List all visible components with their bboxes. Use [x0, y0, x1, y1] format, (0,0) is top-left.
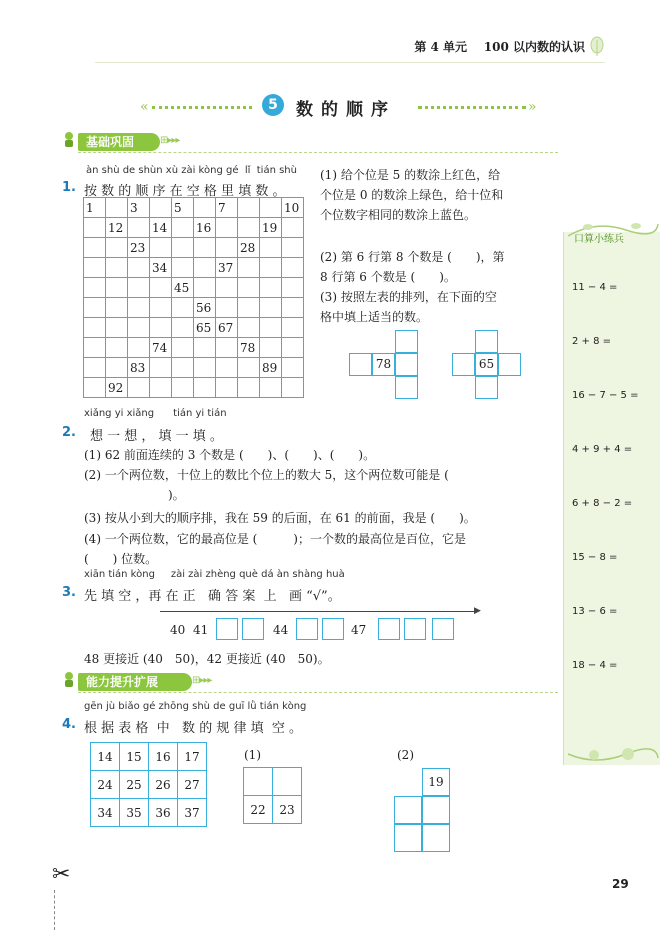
cross1-box-top[interactable]	[395, 330, 418, 353]
hundred-chart-given-cell: 83	[128, 358, 150, 378]
mental-math-item: 13 − 6 =	[572, 606, 618, 617]
hundred-chart-given-cell: 67	[216, 318, 238, 338]
mental-math-item: 4 + 9 + 4 =	[572, 444, 633, 455]
hundred-chart-blank-cell[interactable]	[238, 318, 260, 338]
hundred-chart-blank-cell[interactable]	[106, 318, 128, 338]
hundred-chart-blank-cell[interactable]	[216, 238, 238, 258]
hundred-chart-blank-cell[interactable]	[238, 358, 260, 378]
q2-line1: (1) 62 前面连续的 3 个数是 ( )、( )、( )。	[84, 448, 376, 462]
q4-part2-blank[interactable]	[394, 796, 422, 824]
hundred-chart-blank-cell[interactable]	[216, 338, 238, 358]
pattern-table-cell: 15	[120, 743, 149, 771]
number-line-axis	[160, 611, 478, 612]
hundred-chart-blank-cell[interactable]	[150, 358, 172, 378]
pattern-table-cell: 17	[178, 743, 207, 771]
hundred-chart-blank-cell[interactable]	[194, 378, 216, 398]
number-line-blank-45[interactable]	[296, 618, 318, 640]
q1-sub3-line2: 格中填上适当的数。	[320, 310, 429, 324]
hundred-chart-blank-cell[interactable]	[128, 298, 150, 318]
hundred-chart-blank-cell[interactable]	[260, 198, 282, 218]
hundred-chart-blank-cell[interactable]	[150, 318, 172, 338]
pattern-table-cell: 34	[91, 799, 120, 827]
pattern-table-cell: 37	[178, 799, 207, 827]
q4-part2-given: 19	[422, 768, 450, 796]
hundred-chart-blank-cell[interactable]	[84, 218, 106, 238]
hundred-chart-given-cell: 5	[172, 198, 194, 218]
mental-math-item: 16 − 7 − 5 =	[572, 390, 639, 401]
pattern-table-cell: 26	[149, 771, 178, 799]
q3-pinyin: xiān tián kòng zài zài zhèng què dá àn shàng huà	[84, 569, 345, 580]
cross2-box-bottom[interactable]	[475, 376, 498, 399]
number-line-blank-50[interactable]	[432, 618, 454, 640]
hundred-chart-row	[84, 258, 304, 278]
hundred-chart-blank-cell[interactable]	[260, 378, 282, 398]
mental-math-item: 15 − 8 =	[572, 552, 618, 563]
hundred-chart-given-cell: 12	[106, 218, 128, 238]
hundred-chart-blank-cell[interactable]	[282, 278, 304, 298]
hundred-chart-blank-cell[interactable]	[282, 218, 304, 238]
hundred-chart-blank-cell[interactable]	[84, 318, 106, 338]
hundred-chart-given-cell: 92	[106, 378, 128, 398]
hundred-chart-row	[84, 218, 304, 238]
hundred-chart-blank-cell[interactable]	[216, 298, 238, 318]
hundred-chart-blank-cell[interactable]	[150, 238, 172, 258]
hundred-chart-blank-cell[interactable]	[106, 298, 128, 318]
q2-text: 想 一 想 ， 填 一 填 。	[90, 429, 223, 444]
hundred-chart-blank-cell[interactable]	[106, 258, 128, 278]
hundred-chart-blank-cell[interactable]	[172, 238, 194, 258]
banner-arrows-icon: ⊞▸▸▸	[160, 135, 180, 146]
unit-label: 第 4 单元	[414, 40, 468, 54]
q3-number: 3.	[62, 585, 76, 600]
hundred-chart-row	[84, 278, 304, 298]
hundred-chart-blank-cell[interactable]	[84, 298, 106, 318]
hundred-chart-blank-cell[interactable]	[106, 198, 128, 218]
hundred-chart-given-cell: 65	[194, 318, 216, 338]
q2-line6: ( ) 位数。	[84, 552, 158, 566]
lesson-number-badge: 5	[262, 94, 284, 116]
pattern-table-cell: 16	[149, 743, 178, 771]
hundred-chart-blank-cell[interactable]	[260, 278, 282, 298]
hundred-chart-given-cell: 56	[194, 298, 216, 318]
hundred-chart-blank-cell[interactable]	[106, 238, 128, 258]
mental-math-item: 6 + 8 − 2 =	[572, 498, 633, 509]
hundred-chart-blank-cell[interactable]	[172, 358, 194, 378]
mental-math-item: 18 − 4 =	[572, 660, 618, 671]
hundred-chart-given-cell: 45	[172, 278, 194, 298]
pattern-table-cell: 25	[120, 771, 149, 799]
hundred-chart-blank-cell[interactable]	[282, 358, 304, 378]
lesson-title: 数的顺序	[296, 100, 396, 120]
q4-part1-blank[interactable]	[273, 768, 302, 796]
number-line-label-40: 40	[170, 623, 186, 637]
q4-part2-blank[interactable]	[422, 796, 450, 824]
q4-part1-given: 23	[273, 796, 302, 824]
hundred-chart-given-cell: 10	[282, 198, 304, 218]
hundred-chart-given-cell: 3	[128, 198, 150, 218]
hundred-chart-given-cell: 16	[194, 218, 216, 238]
q4-number: 4.	[62, 717, 76, 732]
q4-pinyin: gēn jù biǎo gé zhōng shù de guī lǜ tián kòng	[84, 701, 307, 712]
hundred-chart-blank-cell[interactable]	[128, 318, 150, 338]
section-banner-advanced: 能力提升扩展	[78, 673, 192, 691]
mascot-icon	[62, 131, 76, 149]
hundred-chart	[83, 197, 304, 398]
cross1-box-bottom[interactable]	[395, 376, 418, 399]
hundred-chart-given-cell: 1	[84, 198, 106, 218]
hundred-chart-blank-cell[interactable]	[128, 378, 150, 398]
hundred-chart-blank-cell[interactable]	[260, 298, 282, 318]
hundred-chart-blank-cell[interactable]	[282, 298, 304, 318]
hundred-chart-blank-cell[interactable]	[216, 218, 238, 238]
q1-sub1-line2: 个位是 0 的数涂上绿色，给十位和	[320, 188, 504, 202]
hundred-chart-blank-cell[interactable]	[172, 378, 194, 398]
hundred-chart-blank-cell[interactable]	[260, 238, 282, 258]
q2-pinyin: xiǎng yi xiǎng tián yi tián	[84, 408, 227, 419]
unit-header	[0, 38, 585, 55]
hundred-chart-blank-cell[interactable]	[282, 338, 304, 358]
cut-line	[54, 890, 55, 930]
hundred-chart-blank-cell[interactable]	[216, 278, 238, 298]
mental-math-item: 11 − 4 =	[572, 282, 618, 293]
hundred-chart-blank-cell[interactable]	[194, 198, 216, 218]
hundred-chart-blank-cell[interactable]	[216, 358, 238, 378]
section-banner-basic: 基础巩固	[78, 133, 160, 151]
mental-math-item: 2 + 8 =	[572, 336, 612, 347]
q4-part2-blank[interactable]	[394, 824, 422, 852]
number-line-label-41: 41	[193, 623, 209, 637]
mascot-icon	[62, 671, 76, 689]
hundred-chart-given-cell: 14	[150, 218, 172, 238]
hundred-chart-given-cell: 28	[238, 238, 260, 258]
side-panel-title: 口算小练兵	[574, 234, 624, 245]
hundred-chart-blank-cell[interactable]	[84, 238, 106, 258]
unit-topic: 100 以内数的认识	[483, 40, 585, 54]
pattern-table-cell: 24	[91, 771, 120, 799]
hundred-chart-blank-cell[interactable]	[282, 258, 304, 278]
hundred-chart-blank-cell[interactable]	[150, 278, 172, 298]
number-line-blank-49[interactable]	[404, 618, 426, 640]
hundred-chart-blank-cell[interactable]	[194, 278, 216, 298]
q4-part1-blank[interactable]	[244, 768, 273, 796]
q4-text: 根 据 表 格 中 数 的 规 律 填 空 。	[84, 721, 302, 736]
cross1-box-given: 78	[372, 353, 395, 376]
hundred-chart-blank-cell[interactable]	[172, 258, 194, 278]
q1-sub1-line1: (1) 给个位是 5 的数涂上红色，给	[320, 168, 501, 182]
hundred-chart-blank-cell[interactable]	[106, 338, 128, 358]
title-left-chevron-icon: «	[140, 99, 149, 115]
hundred-chart-blank-cell[interactable]	[238, 198, 260, 218]
q4-part1-grid	[243, 767, 302, 824]
vine-decoration-icon	[566, 742, 660, 768]
hundred-chart-blank-cell[interactable]	[194, 338, 216, 358]
hundred-chart-blank-cell[interactable]	[128, 218, 150, 238]
banner-underline	[78, 692, 558, 693]
scissors-icon: ✂	[52, 862, 71, 887]
q1-sub2-line1: (2) 第 6 行第 8 个数是 ( )，第	[320, 250, 505, 264]
leaf-icon	[588, 36, 606, 58]
hundred-chart-row	[84, 198, 304, 218]
hundred-chart-blank-cell[interactable]	[172, 218, 194, 238]
hundred-chart-blank-cell[interactable]	[172, 298, 194, 318]
hundred-chart-blank-cell[interactable]	[84, 338, 106, 358]
hundred-chart-blank-cell[interactable]	[194, 258, 216, 278]
hundred-chart-blank-cell[interactable]	[238, 298, 260, 318]
number-line-arrow-icon: ▶	[474, 606, 481, 616]
pattern-table	[90, 742, 207, 827]
hundred-chart-blank-cell[interactable]	[84, 258, 106, 278]
q4-part1-given: 22	[244, 796, 273, 824]
hundred-chart-blank-cell[interactable]	[260, 258, 282, 278]
cross2-box-top[interactable]	[475, 330, 498, 353]
cross1-box-right[interactable]	[395, 353, 418, 376]
hundred-chart-row	[84, 298, 304, 318]
hundred-chart-blank-cell[interactable]	[172, 318, 194, 338]
q2-line5: (4) 一个两位数，它的最高位是 ( )；一个数的最高位是百位，它是	[84, 532, 466, 546]
hundred-chart-given-cell: 19	[260, 218, 282, 238]
title-left-dots	[152, 106, 252, 109]
hundred-chart-blank-cell[interactable]	[84, 358, 106, 378]
cross2-box-right[interactable]	[498, 353, 521, 376]
q3-closer-line: 48 更接近 (40 50)，42 更接近 (40 50)。	[84, 652, 330, 666]
hundred-chart-blank-cell[interactable]	[282, 238, 304, 258]
hundred-chart-given-cell: 23	[128, 238, 150, 258]
hundred-chart-blank-cell[interactable]	[84, 278, 106, 298]
hundred-chart-blank-cell[interactable]	[128, 278, 150, 298]
q1-sub2-line2: 8 行第 6 个数是 ( )。	[320, 270, 456, 284]
banner-arrows-icon: ⊞▸▸▸	[192, 675, 212, 686]
hundred-chart-blank-cell[interactable]	[106, 278, 128, 298]
hundred-chart-given-cell: 74	[150, 338, 172, 358]
cross2-box-left[interactable]	[452, 353, 475, 376]
number-line-label-47: 47	[351, 623, 367, 637]
hundred-chart-blank-cell[interactable]	[150, 378, 172, 398]
q1-number: 1.	[62, 180, 76, 195]
hundred-chart-blank-cell[interactable]	[238, 258, 260, 278]
hundred-chart-row	[84, 338, 304, 358]
banner-underline	[78, 152, 558, 153]
hundred-chart-blank-cell[interactable]	[172, 338, 194, 358]
hundred-chart-blank-cell[interactable]	[150, 298, 172, 318]
cross1-box-left[interactable]	[349, 353, 372, 376]
number-line-blank-46[interactable]	[322, 618, 344, 640]
number-line-label-44: 44	[273, 623, 289, 637]
q4-part1-label: (1)	[244, 748, 261, 762]
q2-line4: (3) 按从小到大的顺序排，我在 59 的后面，在 61 的前面，我是 ( )。	[84, 511, 476, 525]
q2-line3: )。	[84, 488, 185, 502]
q2-line2: (2) 一个两位数，十位上的数比个位上的数大 5，这个两位数可能是 (	[84, 468, 449, 482]
hundred-chart-given-cell: 78	[238, 338, 260, 358]
pattern-table-cell: 36	[149, 799, 178, 827]
hundred-chart-blank-cell[interactable]	[150, 198, 172, 218]
pattern-table-row	[91, 743, 207, 771]
hundred-chart-blank-cell[interactable]	[216, 378, 238, 398]
hundred-chart-given-cell: 7	[216, 198, 238, 218]
hundred-chart-blank-cell[interactable]	[282, 378, 304, 398]
hundred-chart-given-cell: 89	[260, 358, 282, 378]
hundred-chart-row	[84, 378, 304, 398]
q1-sub3-line1: (3) 按照左表的排列，在下面的空	[320, 290, 497, 304]
pattern-table-cell: 35	[120, 799, 149, 827]
number-line-blank-48[interactable]	[378, 618, 400, 640]
hundred-chart-blank-cell[interactable]	[194, 238, 216, 258]
hundred-chart-row	[84, 318, 304, 338]
header-rule	[95, 62, 605, 63]
hundred-chart-row	[84, 358, 304, 378]
number-line-blank-43[interactable]	[242, 618, 264, 640]
hundred-chart-blank-cell[interactable]	[128, 258, 150, 278]
pattern-table-cell: 14	[91, 743, 120, 771]
q1-pinyin: àn shù de shùn xù zài kòng gé lǐ tián shù	[86, 165, 297, 176]
hundred-chart-blank-cell[interactable]	[238, 378, 260, 398]
pattern-table-cell: 27	[178, 771, 207, 799]
pattern-table-row	[91, 799, 207, 827]
hundred-chart-row	[84, 238, 304, 258]
hundred-chart-blank-cell[interactable]	[260, 338, 282, 358]
hundred-chart-blank-cell[interactable]	[260, 318, 282, 338]
hundred-chart-blank-cell[interactable]	[84, 378, 106, 398]
hundred-chart-blank-cell[interactable]	[238, 278, 260, 298]
pattern-table-row	[91, 771, 207, 799]
q4-part2-blank[interactable]	[422, 824, 450, 852]
title-right-chevron-icon: »	[528, 99, 537, 115]
hundred-chart-given-cell: 37	[216, 258, 238, 278]
hundred-chart-blank-cell[interactable]	[106, 358, 128, 378]
q3-text: 先 填 空 ，再 在 正 确 答 案 上 画 “√”。	[84, 589, 341, 604]
q1-text: 按 数 的 顺 序 在 空 格 里 填 数 。	[84, 184, 286, 199]
hundred-chart-blank-cell[interactable]	[238, 218, 260, 238]
q4-part2-label: (2)	[397, 748, 414, 762]
q2-number: 2.	[62, 425, 76, 440]
cross2-box-given: 65	[475, 353, 498, 376]
hundred-chart-blank-cell[interactable]	[194, 358, 216, 378]
q1-sub1-line3: 个位数字相同的数涂上蓝色。	[320, 208, 477, 222]
page-number: 29	[612, 877, 629, 891]
hundred-chart-blank-cell[interactable]	[128, 338, 150, 358]
title-right-dots	[418, 106, 526, 109]
hundred-chart-blank-cell[interactable]	[282, 318, 304, 338]
hundred-chart-given-cell: 34	[150, 258, 172, 278]
number-line-blank-42[interactable]	[216, 618, 238, 640]
